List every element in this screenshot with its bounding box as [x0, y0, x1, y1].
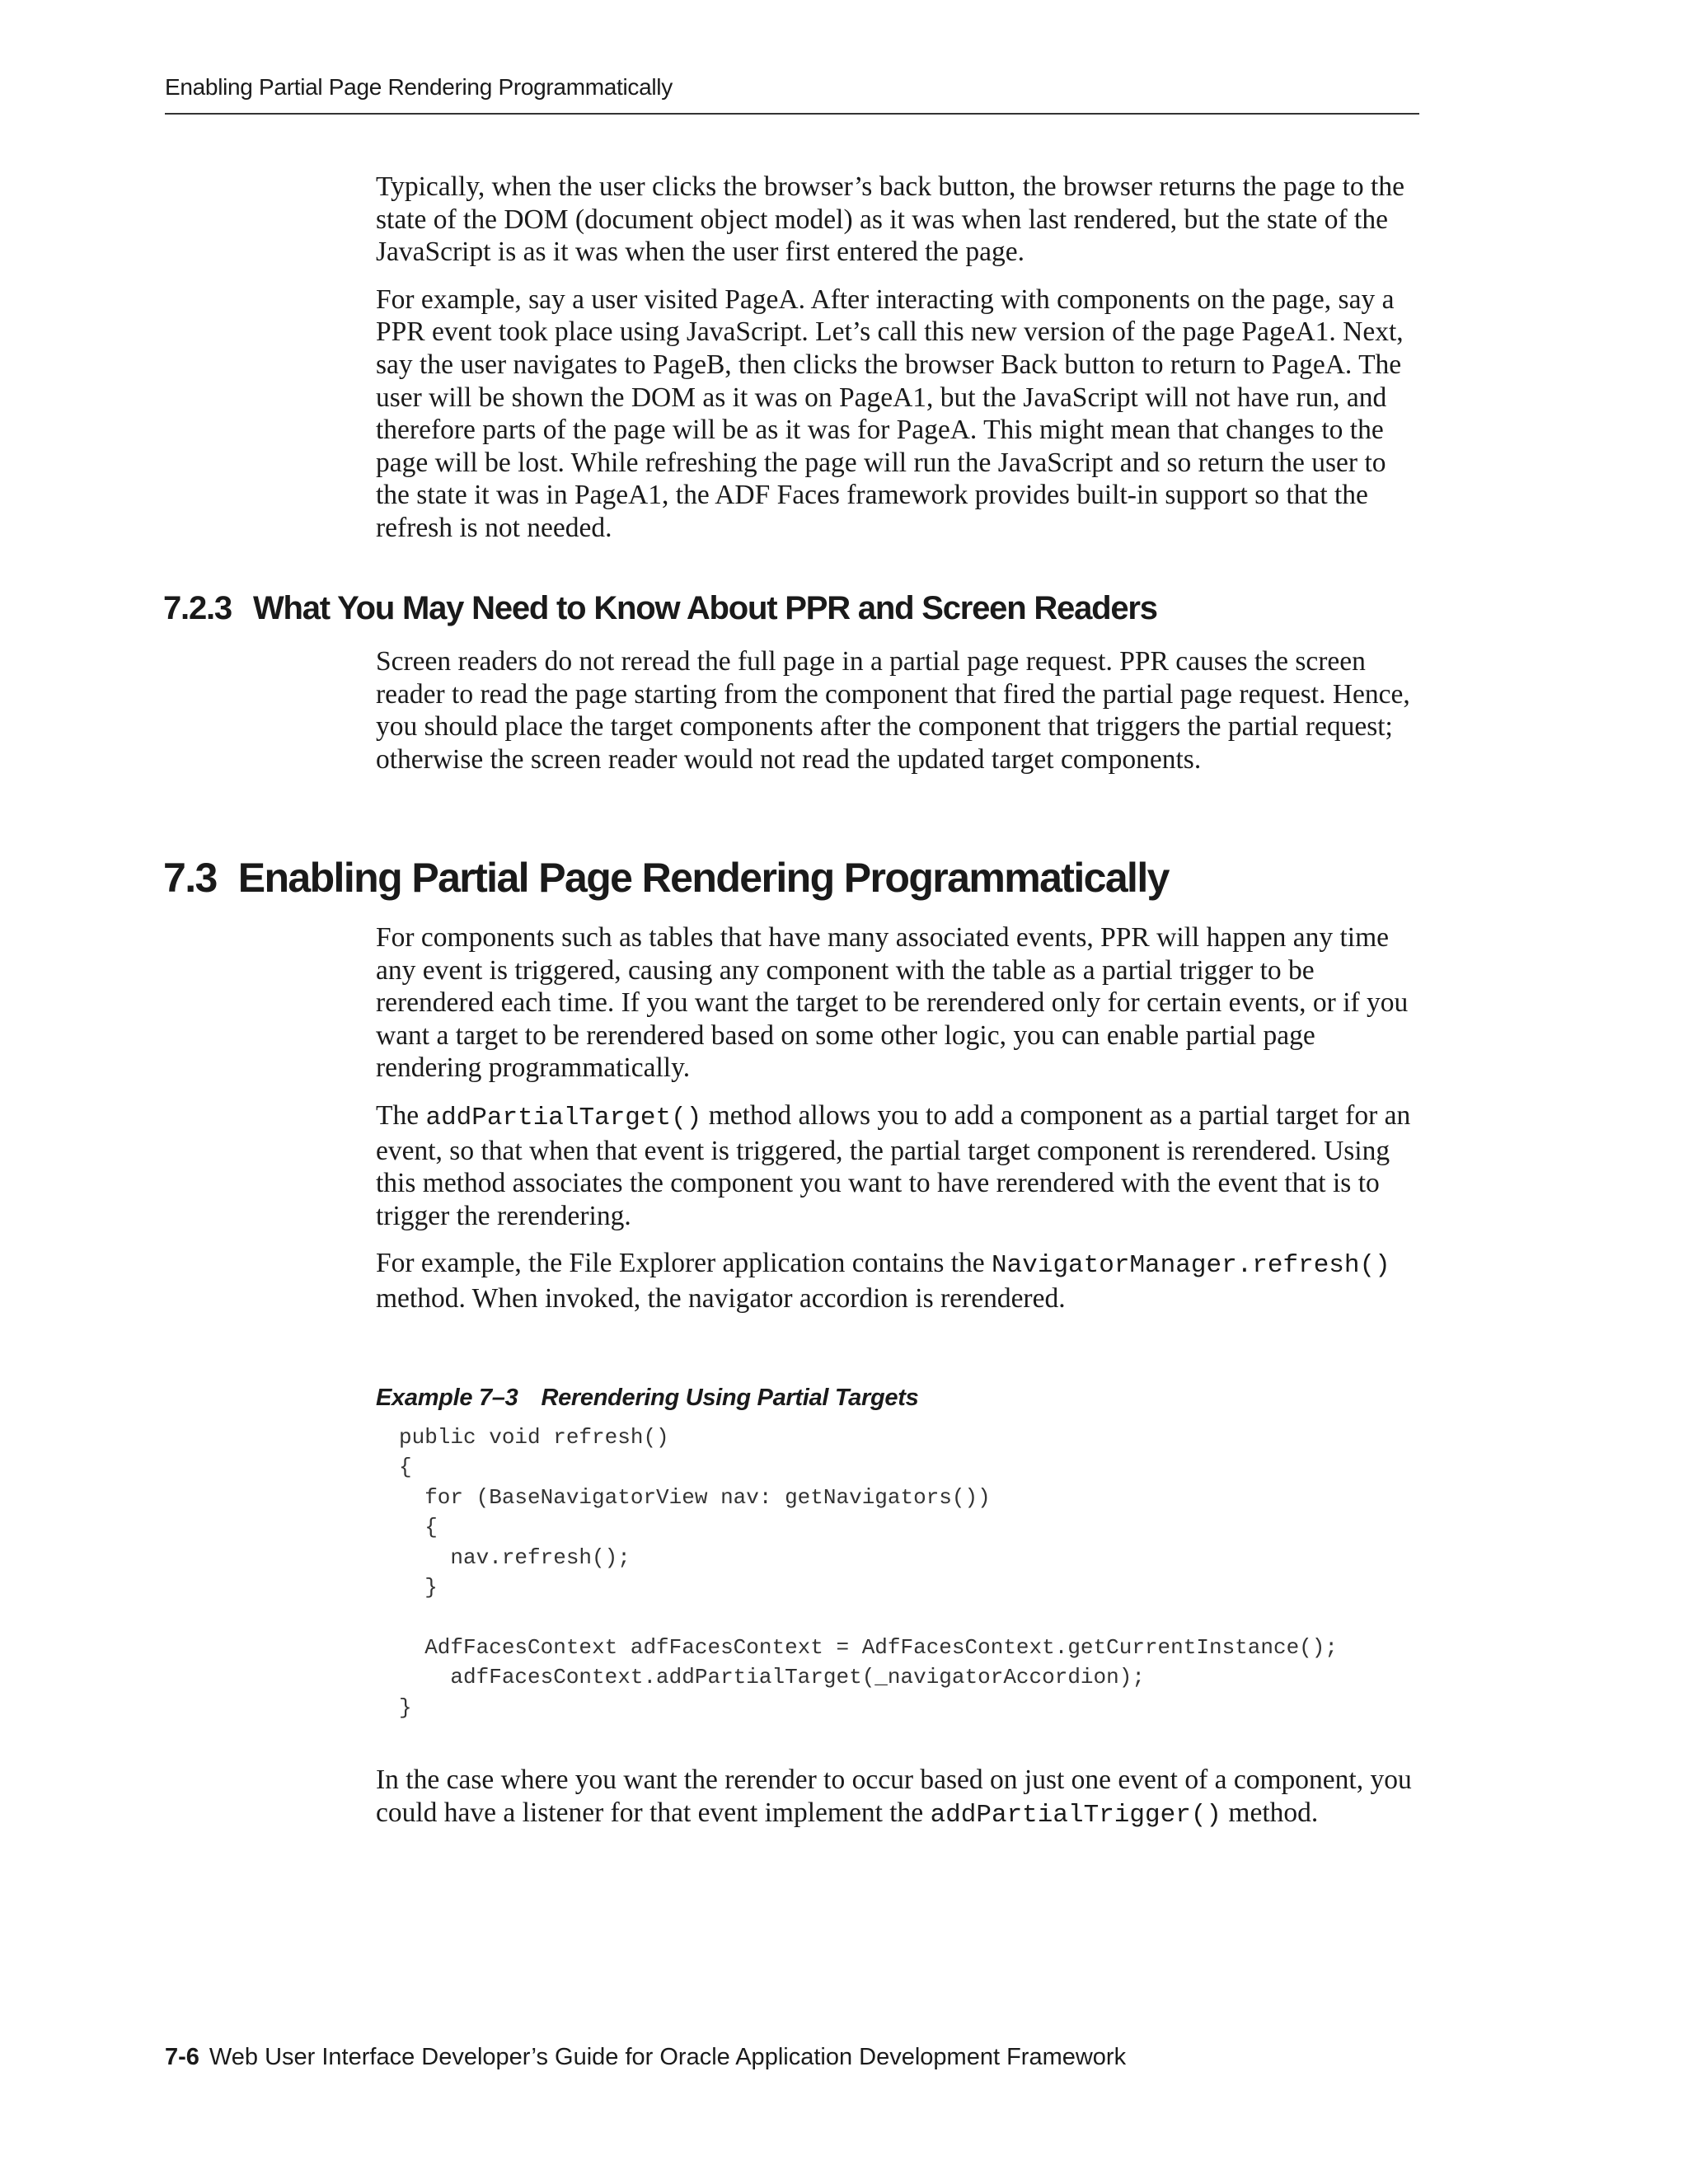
section-number: 7.3: [163, 855, 217, 901]
inline-code: NavigatorManager.refresh(): [992, 1251, 1390, 1281]
inline-code: addPartialTarget(): [425, 1103, 702, 1132]
example-caption: [376, 1385, 918, 1412]
inline-code: addPartialTrigger(): [930, 1800, 1222, 1830]
running-header: Enabling Partial Page Rendering Programmatically: [165, 74, 673, 100]
section-title: What You May Need to Know About PPR and Screen Readers: [252, 590, 1157, 626]
example-number: Example 7–3: [376, 1385, 518, 1411]
text-run: method.: [1221, 1797, 1319, 1828]
header-rule: [165, 113, 1419, 115]
text-run: For example, the File Explorer application contains the: [376, 1248, 992, 1279]
section-7-3-paragraph-3: [376, 1247, 1423, 1315]
intro-paragraph-2: For example, say a user visited PageA. After interacting with components on the page, say a PPR event took place using JavaScript. Let’s call this new version of the page PageA1. Next, say the user navigates to PageB, then clicks the browser Back button to return to PageA. The user will be shown the DOM as it was on PageA1, but the JavaScript will not have run, and therefore parts of the page will be as it was for PageA. This might mean that changes to the page will be lost. While refreshing the page will run the JavaScript and so return the user to the state it was in PageA1, the ADF Faces framework provides built-in support so that the refresh is not needed.: [376, 284, 1404, 543]
intro-paragraph-1: Typically, when the user clicks the browser’s back button, the browser returns the page to the state of the DOM (document object model) as it was when last rendered, but the state of the JavaScript is as it was when the user first entered the page.: [376, 171, 1404, 268]
section-title: Enabling Partial Page Rendering Programmatically: [237, 855, 1169, 901]
page-footer: [165, 2044, 1126, 2071]
page-number: 7-6: [165, 2044, 199, 2070]
book-title: Web User Interface Developer’s Guide for Oracle Application Development Framework: [209, 2044, 1127, 2070]
intro-section: [376, 171, 1423, 560]
section-7-3-paragraph-2: [376, 1099, 1423, 1232]
text-run: The: [376, 1099, 426, 1131]
section-7-3-closing: [376, 1764, 1423, 1846]
text-run: method allows you to add a component as a partial target for an event, so that when that event is triggered, the partial target component is rerendered. Using this method associates the component you want to have rerendered with the event that is to trigger the rerendering.: [376, 1099, 1411, 1231]
section-heading-7-2-3: [163, 590, 1157, 627]
section-7-2-3-body: [376, 645, 1423, 790]
section-7-3-body: [376, 921, 1423, 1330]
code-example: public void refresh() { for (BaseNavigatorView nav: getNavigators()) { nav.refresh(); } AdfFacesContext adfFacesContext = AdfFacesContext.getCurrentInstance(); adfFacesContext.addPartialTarget(_navigatorAccordion); }: [399, 1425, 1338, 1720]
section-7-2-3-paragraph-1: Screen readers do not reread the full page in a partial page request. PPR causes the screen reader to read the page starting from the component that fired the partial page request. Hence, you should place the target components after the component that triggers the partial request; otherwise the screen reader would not read the updated target components.: [376, 646, 1410, 775]
section-7-3-paragraph-1: For components such as tables that have many associated events, PPR will happen any time any event is triggered, causing any component with the table as a partial trigger to be rerendered each time. If you want the target to be rerendered only for certain events, or if you want a target to be rerendered based on some other logic, you can enable partial page rendering programmatically.: [376, 922, 1409, 1084]
section-7-3-paragraph-4: [376, 1764, 1423, 1831]
section-heading-7-3: [163, 854, 1169, 902]
text-run: In the case where you want the rerender to occur based on just one event of a component, you could have a listener for that event implement the: [376, 1765, 1412, 1828]
text-run: method. When invoked, the navigator accordion is rerendered.: [376, 1282, 1066, 1314]
example-title: Rerendering Using Partial Targets: [541, 1385, 919, 1411]
section-number: 7.2.3: [163, 590, 232, 626]
